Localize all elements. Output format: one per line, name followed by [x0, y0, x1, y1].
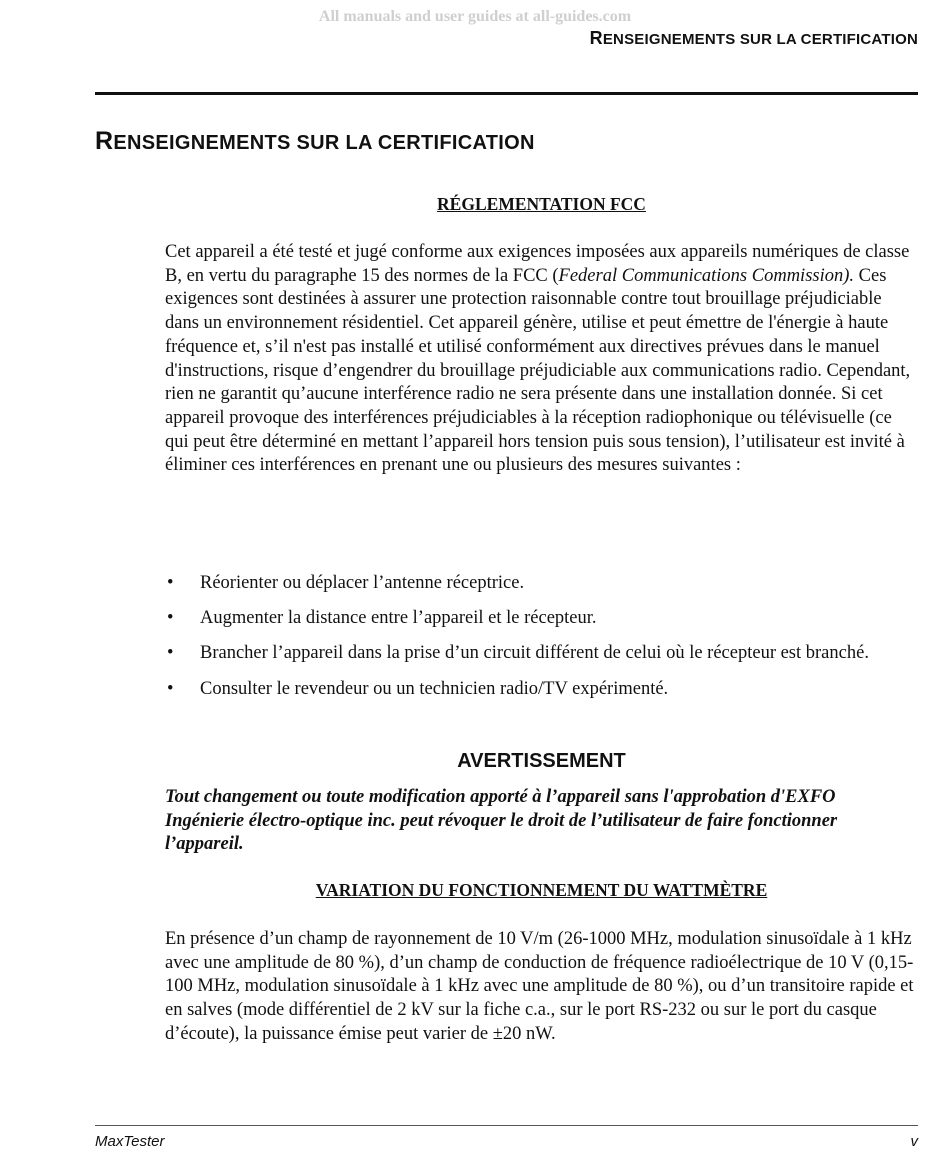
header-rule [95, 92, 918, 95]
footer-rule [95, 1125, 918, 1126]
warning-text: Tout changement ou toute modification apporté à l’appareil sans l'approbation d'EXFO Ingénierie électro-optique inc. peut révoquer le droit de l’utilisateur de faire fonctionner l’appareil. [165, 787, 838, 855]
chapter-title-initial: R [95, 127, 114, 155]
running-head-initial: R [589, 28, 603, 48]
list-item [165, 607, 918, 631]
running-head-rest: ENSEIGNEMENTS SUR LA CERTIFICATION [602, 31, 918, 48]
list-item [165, 678, 918, 702]
bullet-icon: • [167, 608, 174, 629]
fcc-paragraph-italic: Federal Communications Commission). [558, 265, 855, 286]
list-item-text: Consulter le revendeur ou un technicien radio/TV expérimenté. [200, 678, 669, 699]
running-head [590, 28, 918, 49]
list-item-text: Réorienter ou déplacer l’antenne réceptrice. [200, 573, 525, 593]
chapter-title [95, 127, 535, 156]
fcc-measures-list [165, 572, 918, 713]
fcc-heading: RÉGLEMENTATION FCC [437, 194, 646, 214]
bullet-icon: • [167, 643, 174, 664]
bullet-icon: • [167, 678, 174, 699]
list-item [165, 572, 918, 596]
fcc-paragraph [165, 241, 918, 478]
footer-page-number: v [910, 1133, 918, 1150]
fcc-paragraph-part1: Cet appareil a été testé et jugé conforme aux exigences imposées aux appareils numériques de classe B, en vertu du paragraphe 15 des normes de la FCC ( [165, 242, 910, 286]
list-item-text: Augmenter la distance entre l’appareil et le récepteur. [200, 608, 597, 629]
list-item-text: Brancher l’appareil dans la prise d’un circuit différent de celui où le récepteur est branché. [200, 643, 869, 664]
chapter-title-rest: ENSEIGNEMENTS SUR LA CERTIFICATION [113, 132, 535, 154]
footer-product-name: MaxTester [95, 1133, 165, 1150]
fcc-paragraph-part2: Ces exigences sont destinées à assurer une protection raisonnable contre tout brouillage préjudiciable dans un environnement résidentiel. Cet appareil génère, utilise et peut émettre de l'énergie à haute fréquence et, s’il n'est pas installé et utilisé conformément aux directives prévues dans le manuel d'instructions, risque d’engendrer du brouillage préjudiciable aux communications radio. Cependant, rien ne garantit qu’aucune interférence radio ne sera présente dans une installation donnée. Si cet appareil provoque des interférences préjudiciables à la réception radiophonique ou télévisuelle (ce qui peut être déterminé en mettant l’appareil hors tension puis sous tension), l’utilisateur est invité à éliminer ces interférences en prenant une ou plusieurs des mesures suivantes : [165, 265, 911, 476]
wattmeter-paragraph: En présence d’un champ de rayonnement de 10 V/m (26-1000 MHz, modulation sinusoïdale à 1 kHz avec une amplitude de 80 %), d’un champ de conduction de fréquence radioélectrique de 10 V (0,15-100 MHz, modulation sinusoïdale à 1 kHz avec une amplitude de 80 %), ou d’un transitoire rapide et en salves (mode différentiel de 2 kV sur la fiche c.a., sur le port RS-232 ou sur le port du casque d’écoute), la puissance émise peut varier de ±20 nW. [165, 929, 914, 1044]
wattmeter-heading: VARIATION DU FONCTIONNEMENT DU WATTMÈTRE [315, 880, 768, 900]
list-item [165, 642, 918, 666]
warning-heading: AVERTISSEMENT [457, 750, 626, 772]
bullet-icon: • [167, 573, 174, 593]
watermark-text: All manuals and user guides at all-guides.com [318, 8, 632, 25]
